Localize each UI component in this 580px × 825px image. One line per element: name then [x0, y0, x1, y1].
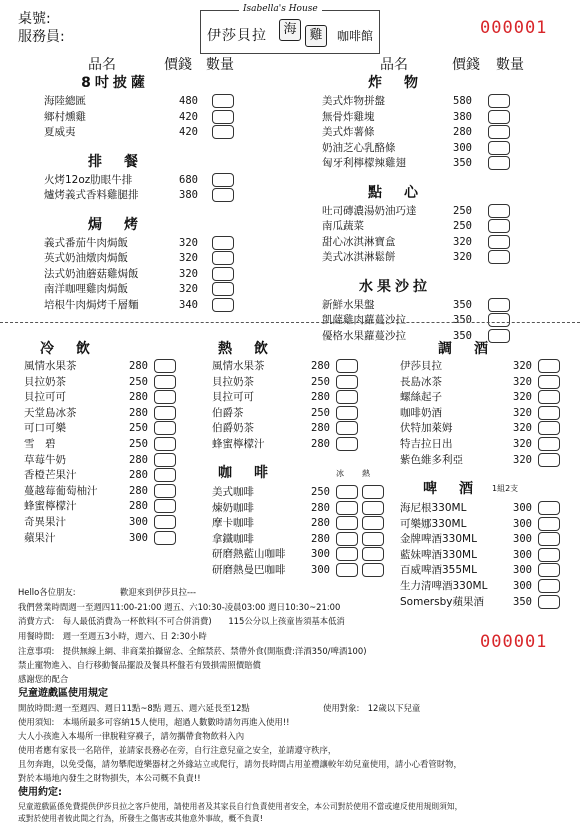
menu-item-price: 280	[311, 422, 330, 435]
menu-item-row	[400, 389, 564, 405]
category-title: 冷 飲	[40, 341, 94, 357]
menu-item-row	[322, 249, 514, 265]
menu-item-price: 300	[513, 580, 532, 592]
menu-item-name: 可口可樂	[24, 422, 66, 435]
quantity-checkbox[interactable]	[538, 375, 560, 389]
menu-item-price: 680	[179, 173, 198, 186]
menu-item-row	[24, 467, 180, 483]
menu-item-price: 280	[129, 469, 148, 482]
menu-item-row	[400, 436, 564, 452]
menu-item-name: 培根牛肉焗烤千層麵	[44, 298, 139, 311]
coffee-hot-label: 熱	[362, 469, 370, 478]
quantity-checkbox[interactable]	[154, 453, 176, 467]
quantity-checkbox[interactable]	[488, 156, 510, 170]
notes-line: 禁止寵物進入、自行移動餐品擺設及餐具杯盤若有毀損需照價賠償	[18, 660, 261, 670]
quantity-checkbox[interactable]	[336, 359, 358, 373]
quantity-checkbox-hot[interactable]	[362, 516, 384, 530]
menu-item-name: 新鮮水果盤	[322, 298, 375, 311]
agreement-title: 使用約定:	[18, 787, 62, 798]
menu-item-price: 300	[513, 548, 532, 561]
menu-item-name: 金牌啤酒330ML	[400, 533, 477, 546]
menu-item-name: 研磨熱藍山咖啡	[212, 548, 286, 561]
quantity-checkbox[interactable]	[212, 173, 234, 187]
menu-item-price: 340	[179, 298, 198, 311]
quantity-checkbox[interactable]	[336, 485, 358, 499]
quantity-checkbox-hot[interactable]	[362, 532, 384, 546]
menu-item-price: 320	[513, 375, 532, 388]
menu-item-price: 350	[453, 298, 472, 311]
kids-rule: 大人小孩進入本場所一律脫鞋穿襪子，請勿攜帶食物飲料入內	[18, 731, 245, 741]
menu-item-name: 英式奶油燉肉焗飯	[44, 252, 128, 264]
menu-item-row	[400, 531, 564, 547]
category-title: 咖 啡	[218, 465, 272, 481]
quantity-checkbox[interactable]	[154, 421, 176, 435]
quantity-checkbox[interactable]	[538, 359, 560, 373]
quantity-checkbox[interactable]	[212, 236, 234, 250]
menu-item-name: 鄉村燻雞	[44, 110, 86, 123]
menu-item-row	[24, 498, 180, 514]
menu-item-name: 海尼根330ML	[400, 502, 467, 514]
menu-item-row	[212, 500, 362, 516]
menu-item-price: 300	[513, 564, 532, 577]
quantity-checkbox[interactable]	[538, 421, 560, 435]
menu-item-price: 250	[453, 204, 472, 217]
quantity-checkbox[interactable]	[488, 235, 510, 249]
menu-item-price: 350	[453, 329, 472, 342]
menu-item-name: 貝拉奶茶	[212, 375, 254, 388]
menu-item-row	[400, 500, 564, 516]
menu-item-price: 280	[129, 484, 148, 497]
menu-item-name: 伊莎貝拉	[400, 360, 442, 372]
menu-item-name: 藍妹啤酒330ML	[400, 548, 477, 561]
menu-item-row	[212, 358, 362, 374]
menu-item-row	[322, 312, 514, 328]
notes-hello: Hello各位朋友:	[18, 587, 76, 597]
menu-item-price: 300	[513, 517, 532, 530]
menu-item-row	[212, 436, 362, 452]
agreement-line: 兒童遊戲區係免費提供伊莎貝拉之客戶使用，請使用者及其家長自行負責使用者安全，本公司對於使用不當或違反使用規則須知，	[18, 802, 463, 811]
quantity-checkbox-hot[interactable]	[362, 501, 384, 515]
quantity-checkbox[interactable]	[154, 375, 176, 389]
agreement-line: 或對於使用者彼此間之行為，所發生之傷害或其他意外事故，概不負責!	[18, 814, 263, 823]
menu-item-name: 奇異果汁	[24, 516, 66, 528]
kids-area-title: 兒童遊戲區使用規定	[18, 688, 108, 699]
quantity-checkbox[interactable]	[212, 298, 234, 312]
menu-item-name: 優格水果蘿蔓沙拉	[322, 329, 406, 342]
menu-item-price: 320	[179, 252, 198, 264]
menu-item-row	[322, 234, 514, 250]
menu-item-price: 350	[453, 314, 472, 326]
quantity-checkbox[interactable]	[538, 548, 560, 562]
quantity-checkbox[interactable]	[154, 359, 176, 373]
menu-item-name: 雪 碧	[24, 438, 56, 450]
notes-line: 感謝您的配合	[18, 674, 69, 684]
brand-logo	[200, 4, 380, 54]
quantity-checkbox[interactable]	[154, 531, 176, 545]
menu-item-price: 250	[129, 438, 148, 450]
menu-item-name: 特吉拉日出	[400, 438, 453, 450]
menu-item-price: 320	[453, 235, 472, 248]
menu-item-row	[24, 374, 180, 390]
menu-item-price: 580	[453, 95, 472, 107]
menu-item-price: 280	[129, 406, 148, 419]
menu-item-row	[44, 281, 238, 297]
menu-item-price: 320	[513, 360, 532, 372]
quantity-checkbox[interactable]	[154, 406, 176, 420]
menu-item-name: 凱薩雞肉蘿蔓沙拉	[322, 314, 406, 326]
kids-target: 使用對象: 12歲以下兒童	[323, 703, 421, 713]
menu-item-name: 蜂蜜檸檬汁	[212, 438, 265, 450]
category-title: 8吋披薩	[81, 75, 149, 91]
category-title: 排 餐	[88, 153, 142, 170]
menu-item-row	[400, 405, 564, 421]
menu-item-row	[212, 374, 362, 390]
menu-item-price: 300	[129, 516, 148, 528]
quantity-checkbox[interactable]	[538, 595, 560, 609]
menu-item-price: 320	[513, 453, 532, 466]
menu-item-price: 250	[311, 375, 330, 388]
menu-item-price: 320	[513, 422, 532, 435]
menu-item-price: 300	[453, 141, 472, 154]
quantity-checkbox[interactable]	[538, 517, 560, 531]
logo-script-text: Isabella's House	[239, 4, 322, 14]
quantity-checkbox[interactable]	[336, 375, 358, 389]
menu-item-row	[24, 452, 180, 468]
menu-item-price: 250	[129, 375, 148, 388]
menu-item-row	[322, 109, 514, 125]
table-label: 桌號:	[18, 11, 51, 27]
menu-item-price: 280	[311, 517, 330, 530]
quantity-checkbox[interactable]	[212, 251, 234, 265]
menu-item-row	[212, 515, 362, 531]
menu-item-name: 百威啤酒355ML	[400, 564, 477, 577]
menu-item-row	[24, 389, 180, 405]
menu-item-row	[44, 235, 238, 251]
menu-item-name: 螺絲起子	[400, 391, 442, 404]
menu-item-name: 匈牙利檸檬辣雞翅	[322, 157, 406, 169]
menu-item-row	[400, 452, 564, 468]
menu-item-name: 摩卡咖啡	[212, 517, 254, 530]
menu-item-price: 320	[513, 391, 532, 404]
quantity-checkbox[interactable]	[488, 298, 510, 312]
quantity-checkbox[interactable]	[538, 406, 560, 420]
menu-item-name: 海陸總匯	[44, 95, 86, 107]
menu-item-price: 280	[311, 438, 330, 450]
menu-item-row	[44, 109, 238, 125]
menu-item-name: 可樂娜330ML	[400, 517, 467, 530]
quantity-checkbox[interactable]	[336, 563, 358, 577]
menu-item-name: 咖啡奶酒	[400, 406, 442, 419]
menu-item-price: 300	[129, 531, 148, 544]
quantity-checkbox[interactable]	[488, 219, 510, 233]
menu-item-row	[24, 514, 180, 530]
col-header-qty-right: 數量	[496, 57, 524, 73]
menu-item-price: 300	[311, 548, 330, 561]
menu-item-price: 280	[311, 360, 330, 372]
quantity-checkbox[interactable]	[488, 141, 510, 155]
menu-item-row	[44, 187, 238, 203]
menu-item-name: 蘋果汁	[24, 531, 56, 544]
menu-item-price: 320	[179, 283, 198, 295]
quantity-checkbox[interactable]	[488, 204, 510, 218]
menu-item-row	[322, 203, 514, 219]
menu-item-row	[212, 562, 362, 578]
menu-item-row	[24, 483, 180, 499]
kids-rule: 使用須知: 本場所最多可容納15人使用，超過人數數時請勿再進入使用!!	[18, 717, 290, 727]
menu-item-row	[400, 594, 564, 610]
menu-item-row	[24, 436, 180, 452]
menu-item-price: 320	[179, 267, 198, 280]
notes-line: 用餐時間: 週一至週五3小時，週六、日 2:30小時	[18, 631, 207, 641]
quantity-checkbox[interactable]	[154, 484, 176, 498]
logo-cn-name: 伊莎貝拉	[207, 28, 267, 44]
menu-item-price: 420	[179, 110, 198, 123]
menu-item-row	[24, 405, 180, 421]
menu-item-name: 草莓牛奶	[24, 453, 66, 466]
menu-item-name: Somersby蘋果酒	[400, 595, 484, 608]
menu-item-name: 火烤12oz肋眼牛排	[44, 173, 133, 186]
menu-item-row	[400, 578, 564, 594]
quantity-checkbox[interactable]	[538, 532, 560, 546]
menu-item-price: 250	[311, 486, 330, 498]
menu-item-price: 300	[311, 564, 330, 576]
category-title: 熱 飲	[218, 341, 272, 357]
quantity-checkbox[interactable]	[538, 390, 560, 404]
menu-item-row	[322, 140, 514, 156]
menu-item-row	[24, 420, 180, 436]
menu-item-price: 280	[129, 500, 148, 513]
menu-item-price: 280	[129, 360, 148, 372]
quantity-checkbox[interactable]	[538, 453, 560, 467]
quantity-checkbox[interactable]	[336, 532, 358, 546]
order-number-bottom: 000001	[480, 632, 548, 652]
menu-item-name: 義式番茄牛肉焗飯	[44, 236, 128, 249]
server-label: 服務員:	[18, 29, 65, 45]
menu-item-row	[400, 516, 564, 532]
quantity-checkbox[interactable]	[212, 267, 234, 281]
menu-item-price: 300	[513, 502, 532, 514]
menu-item-row	[212, 484, 362, 500]
menu-item-price: 250	[453, 220, 472, 232]
menu-item-row	[24, 530, 180, 546]
menu-item-name: 長島冰茶	[400, 375, 442, 388]
quantity-checkbox[interactable]	[336, 406, 358, 420]
menu-item-row	[44, 297, 238, 313]
menu-item-row	[44, 266, 238, 282]
menu-item-name: 伯爵茶	[212, 406, 244, 419]
menu-item-name: 美式冰淇淋鬆餅	[322, 251, 396, 263]
menu-item-row	[212, 389, 362, 405]
menu-item-name: 貝拉可可	[24, 391, 66, 404]
menu-item-price: 480	[179, 95, 198, 107]
coffee-ice-label: 冰	[336, 469, 344, 478]
quantity-checkbox[interactable]	[488, 125, 510, 139]
col-header-name-left: 品名	[88, 57, 116, 73]
menu-item-row	[400, 420, 564, 436]
logo-seal-1: 海	[279, 19, 301, 41]
menu-item-price: 350	[513, 595, 532, 608]
notes-line: 注意事項: 提供無線上網、非商業拍攝留念、全館禁菸、禁帶外食(開瓶費:洋酒350/啤酒100)	[18, 646, 367, 656]
quantity-checkbox-hot[interactable]	[362, 563, 384, 577]
menu-item-row	[400, 358, 564, 374]
menu-item-name: 南瓜蔬菜	[322, 220, 364, 232]
menu-item-row	[322, 93, 514, 109]
menu-item-price: 420	[179, 126, 198, 138]
menu-item-name: 無骨炸雞塊	[322, 110, 375, 123]
menu-item-name: 美式咖啡	[212, 486, 254, 498]
menu-item-price: 280	[453, 126, 472, 138]
category-title: 焗 烤	[88, 216, 142, 233]
menu-item-name: 爐烤義式香料雞腿排	[44, 189, 139, 201]
menu-item-price: 280	[311, 532, 330, 545]
col-header-name-right: 品名	[380, 57, 408, 73]
quantity-checkbox[interactable]	[336, 516, 358, 530]
menu-item-row	[44, 124, 238, 140]
menu-item-price: 280	[129, 453, 148, 466]
kids-rule: 對於本場地內發生之財物損失，本公司概不負責!!	[18, 773, 201, 783]
quantity-checkbox[interactable]	[212, 110, 234, 124]
menu-item-row	[44, 250, 238, 266]
menu-item-name: 拿鐵咖啡	[212, 532, 254, 545]
col-header-qty-left: 數量	[206, 57, 234, 73]
menu-item-name: 貝拉奶茶	[24, 375, 66, 388]
col-header-price-left: 價錢	[164, 57, 192, 73]
menu-item-row	[212, 420, 362, 436]
menu-item-name: 紫色維多利亞	[400, 453, 463, 466]
menu-item-price: 320	[513, 406, 532, 419]
menu-item-row	[212, 546, 362, 562]
quantity-checkbox[interactable]	[488, 110, 510, 124]
menu-item-row	[322, 297, 514, 313]
logo-cafe-text: 咖啡館	[336, 29, 373, 43]
menu-item-price: 250	[129, 422, 148, 435]
menu-item-name: 伯爵奶茶	[212, 422, 254, 435]
menu-item-row	[44, 93, 238, 109]
menu-item-row	[322, 124, 514, 140]
quantity-checkbox[interactable]	[154, 390, 176, 404]
quantity-checkbox[interactable]	[336, 437, 358, 451]
menu-item-row	[212, 531, 362, 547]
quantity-checkbox[interactable]	[212, 282, 234, 296]
notes-line: 我們營業時間週一至週四11:00-21:00 週五、六10:30-凌晨03:00 週日10:30~21:00	[18, 602, 341, 612]
menu-item-row	[322, 155, 514, 171]
menu-item-row	[24, 358, 180, 374]
menu-item-row	[400, 374, 564, 390]
menu-item-row	[322, 218, 514, 234]
quantity-checkbox[interactable]	[538, 501, 560, 515]
section-divider	[0, 322, 580, 323]
menu-item-name: 天堂島冰茶	[24, 406, 77, 419]
quantity-checkbox[interactable]	[488, 313, 510, 327]
menu-item-name: 風情水果茶	[24, 360, 77, 372]
quantity-checkbox[interactable]	[538, 579, 560, 593]
category-title: 調 酒	[438, 341, 492, 357]
menu-item-name: 美式炸物拼盤	[322, 95, 385, 107]
menu-item-name: 蜂蜜檸檬汁	[24, 500, 77, 513]
logo-seal-2: 雞	[305, 25, 327, 47]
quantity-checkbox[interactable]	[336, 501, 358, 515]
menu-item-price: 250	[311, 406, 330, 419]
menu-item-name: 生力清啤酒330ML	[400, 580, 488, 592]
quantity-checkbox[interactable]	[212, 125, 234, 139]
menu-item-name: 蔓越莓葡萄柚汁	[24, 484, 98, 497]
menu-item-price: 280	[311, 391, 330, 404]
menu-item-name: 伏特加萊姆	[400, 422, 453, 435]
quantity-checkbox[interactable]	[154, 468, 176, 482]
menu-item-price: 320	[453, 251, 472, 263]
quantity-checkbox[interactable]	[154, 515, 176, 529]
menu-item-price: 350	[453, 157, 472, 169]
kids-rule: 使用者應有家長一名陪伴，並請家長務必在旁，自行注意兒童之安全，並請遵守秩序，	[18, 745, 337, 755]
menu-item-row	[212, 405, 362, 421]
menu-item-name: 香橙芒果汁	[24, 469, 77, 482]
menu-item-price: 280	[129, 391, 148, 404]
menu-item-row	[400, 547, 564, 563]
menu-item-price: 280	[311, 501, 330, 514]
menu-item-name: 奶油芝心乳酪條	[322, 141, 396, 154]
quantity-checkbox[interactable]	[336, 421, 358, 435]
quantity-checkbox[interactable]	[212, 94, 234, 108]
notes-line: 消費方式: 每人最低消費為一杯飲料(不可合併消費) 115公分以上孩童皆須基本低消	[18, 616, 345, 626]
menu-item-name: 美式炸薯條	[322, 126, 375, 138]
menu-item-name: 吐司磚濃湯奶油巧達	[322, 204, 417, 217]
quantity-checkbox[interactable]	[538, 563, 560, 577]
quantity-checkbox[interactable]	[488, 250, 510, 264]
quantity-checkbox[interactable]	[488, 94, 510, 108]
quantity-checkbox[interactable]	[154, 437, 176, 451]
menu-item-name: 貝拉可可	[212, 391, 254, 404]
menu-item-name: 研磨熱曼巴咖啡	[212, 564, 286, 576]
quantity-checkbox[interactable]	[538, 437, 560, 451]
quantity-checkbox[interactable]	[336, 547, 358, 561]
menu-item-name: 煉奶咖啡	[212, 501, 254, 514]
category-title: 啤 酒	[423, 481, 477, 497]
category-title: 點 心	[368, 184, 422, 201]
kids-hours: 開放時間:週一至週四、週日11點~8點 週五、週六延長至12點	[18, 703, 250, 713]
category-title: 水果沙拉	[359, 278, 431, 295]
menu-item-row	[400, 562, 564, 578]
menu-item-name: 南洋咖哩雞肉焗飯	[44, 283, 128, 295]
quantity-checkbox[interactable]	[336, 390, 358, 404]
quantity-checkbox-hot[interactable]	[362, 547, 384, 561]
kids-rule: 且勿奔跑，以免受傷，請勿攀爬遊樂器材之外緣站立或爬行，請勿長時間占用並禮讓較年幼兒童使用，請小心看管財物，	[18, 759, 462, 769]
menu-item-price: 380	[179, 189, 198, 201]
quantity-checkbox[interactable]	[212, 188, 234, 202]
menu-item-price: 300	[513, 533, 532, 546]
quantity-checkbox[interactable]	[154, 499, 176, 513]
menu-item-row	[44, 172, 238, 188]
menu-item-name: 法式奶油蘑菇雞焗飯	[44, 267, 139, 280]
beer-unit-label: 1組2支	[492, 484, 519, 493]
category-title: 炸 物	[368, 75, 422, 91]
menu-item-price: 380	[453, 110, 472, 123]
menu-item-price: 320	[179, 236, 198, 249]
menu-item-price: 320	[513, 438, 532, 450]
col-header-price-right: 價錢	[452, 57, 480, 73]
menu-item-name: 甜心冰淇淋寶盒	[322, 235, 396, 248]
menu-item-name: 夏威夷	[44, 126, 76, 138]
quantity-checkbox-hot[interactable]	[362, 485, 384, 499]
menu-item-name: 風情水果茶	[212, 360, 265, 372]
notes-welcome: 歡迎來到伊莎貝拉---	[120, 587, 197, 597]
order-number-top: 000001	[480, 18, 548, 38]
